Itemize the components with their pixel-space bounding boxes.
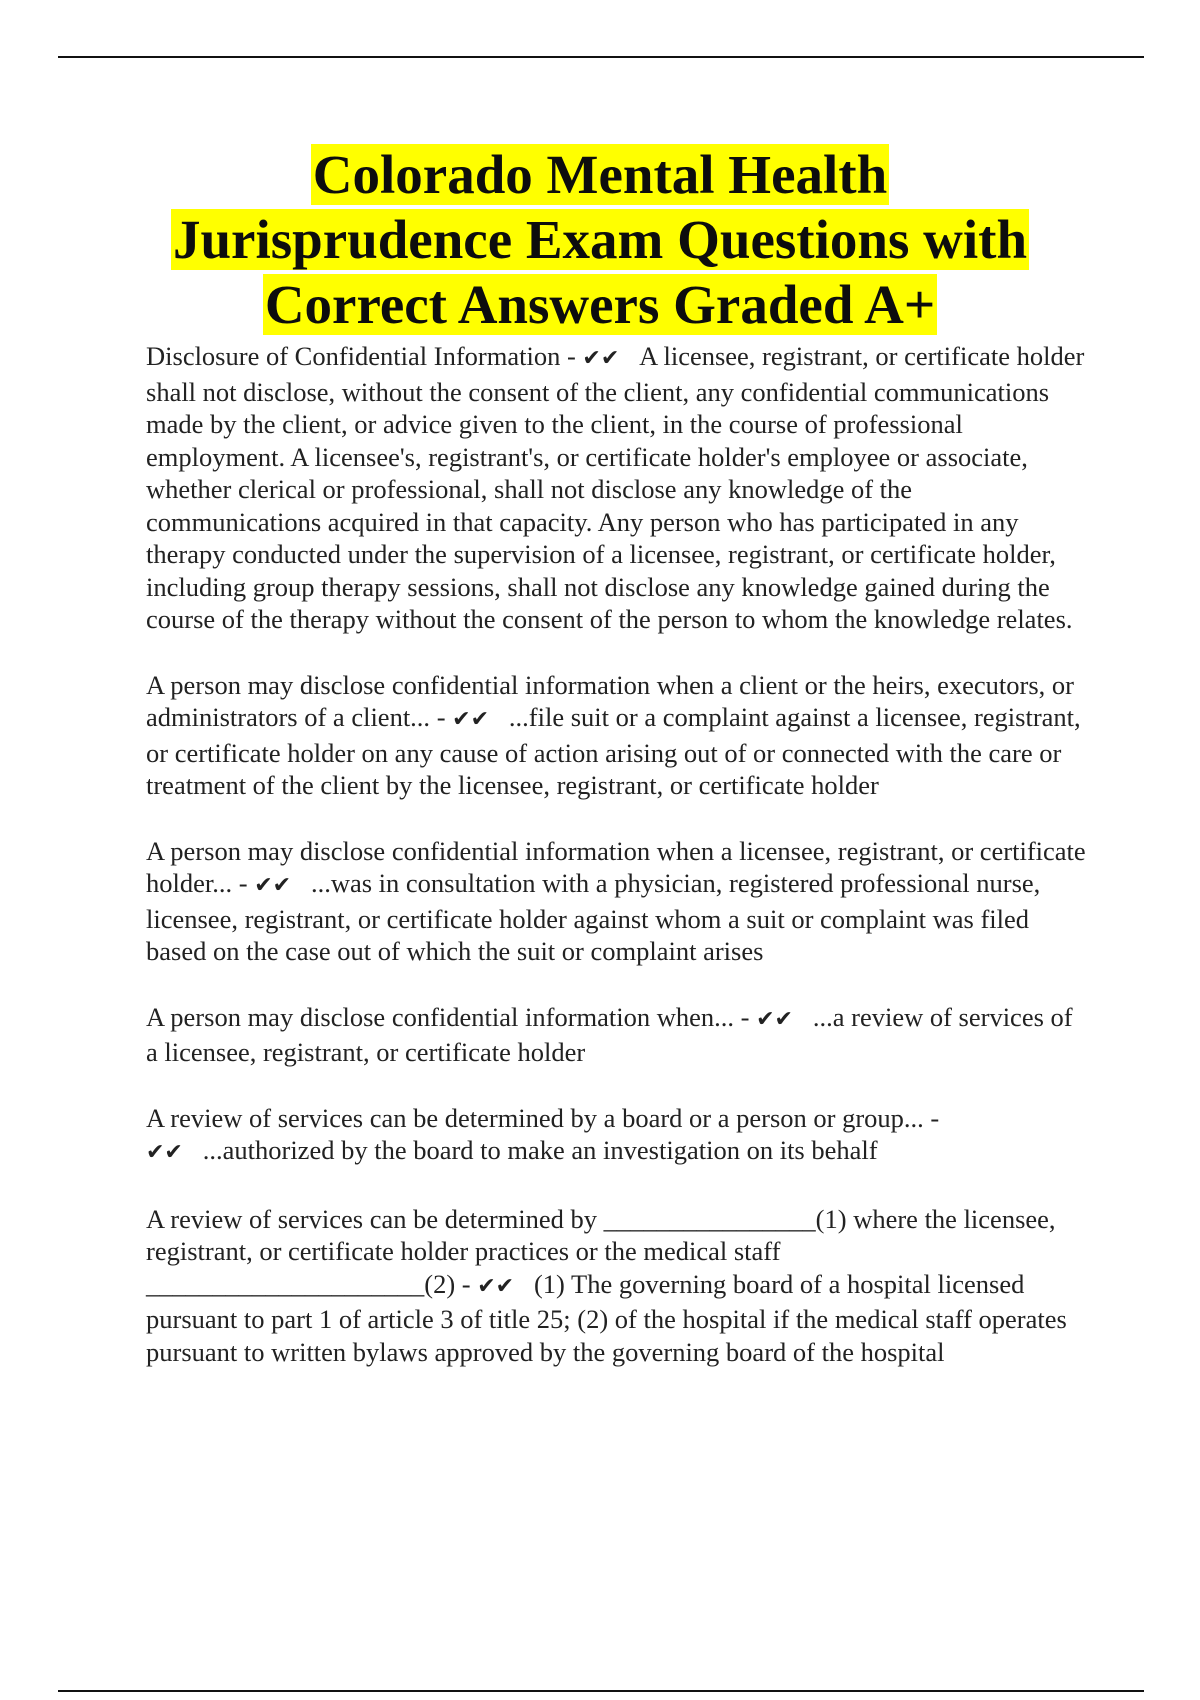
separator: - xyxy=(430,702,453,732)
separator: - xyxy=(232,868,255,898)
qa-item xyxy=(146,669,1086,802)
separator: - xyxy=(923,1102,940,1133)
question-text: Disclosure of Confidential Information xyxy=(146,341,561,371)
answer-text: (1) The governing board of a hospital licensed pursuant to part 1 of article 3 of title 25; (2) of the hospital if the medical staff operates pursuant to written bylaws approved by the governing board of the hospital xyxy=(146,1268,1067,1367)
separator: - xyxy=(734,1001,757,1032)
title-line: Correct Answers Graded A+ xyxy=(264,274,936,335)
question-text: A review of services can be determined by a board or a person or group... xyxy=(146,1102,924,1133)
qa-item xyxy=(146,1102,1086,1170)
double-check-icon: ✔✔ xyxy=(452,707,490,732)
qa-list xyxy=(146,340,1086,1401)
title-line: Jurisprudence Exam Questions with xyxy=(172,209,1028,270)
double-check-icon: ✔✔ xyxy=(756,1006,793,1032)
document-title xyxy=(60,142,1140,337)
answer-text: ...authorized by the board to make an investigation on its behalf xyxy=(202,1135,878,1165)
question-text: A person may disclose confidential information when a client or the heirs, executors, or administrators of a client... xyxy=(146,669,1074,732)
qa-item xyxy=(146,1203,1086,1369)
answer-text: ...was in consultation with a physician, registered professional nurse, licensee, registrant, or certificate holder against whom a suit or complaint was filed based on the case out of which the suit or complaint arises xyxy=(146,868,1041,966)
qa-item xyxy=(146,835,1086,968)
answer-text: A licensee, registrant, or certificate holder shall not disclose, without the consent of the client, any confidential communications made by the client, or advice given to the client, in the course of professional employment. A licensee's, registrant's, or certificate holder's employee or associate, whether clerical or professional, shall not disclose any knowledge of the communications acquired in that capacity. Any person who has participated in any therapy conducted under the supervision of a licensee, registrant, or certificate holder, including group therapy sessions, shall not disclose any knowledge gained during the course of the therapy without the consent of the person to whom the knowledge relates. xyxy=(146,341,1085,634)
question-text: A person may disclose confidential information when... xyxy=(146,1001,735,1032)
double-check-icon: ✔✔ xyxy=(582,346,620,371)
question-text: A review of services can be determined by ________________(1) where the licensee, registrant, or certificate holder practices or the medical staff _____________________(2) xyxy=(146,1203,1056,1299)
qa-item xyxy=(146,1001,1086,1069)
answer-text: ...a review of services of a licensee, registrant, or certificate holder xyxy=(146,1001,1073,1067)
top-rule xyxy=(58,56,1144,58)
separator: - xyxy=(560,341,583,371)
double-check-icon: ✔✔ xyxy=(477,1273,515,1299)
question-text: A person may disclose confidential information when a licensee, registrant, or certificate holder... xyxy=(146,835,1086,898)
qa-item xyxy=(146,340,1086,636)
separator: - xyxy=(455,1268,478,1299)
answer-text: ...file suit or a complaint against a licensee, registrant, or certificate holder on any cause of action arising out of or connected with the care or treatment of the client by the licensee, registrant, or certificate holder xyxy=(146,702,1081,800)
double-check-icon: ✔✔ xyxy=(146,1140,183,1165)
title-block xyxy=(60,142,1140,337)
double-check-icon: ✔✔ xyxy=(254,873,292,898)
title-line: Colorado Mental Health xyxy=(312,144,888,205)
bottom-rule xyxy=(58,1690,1144,1692)
